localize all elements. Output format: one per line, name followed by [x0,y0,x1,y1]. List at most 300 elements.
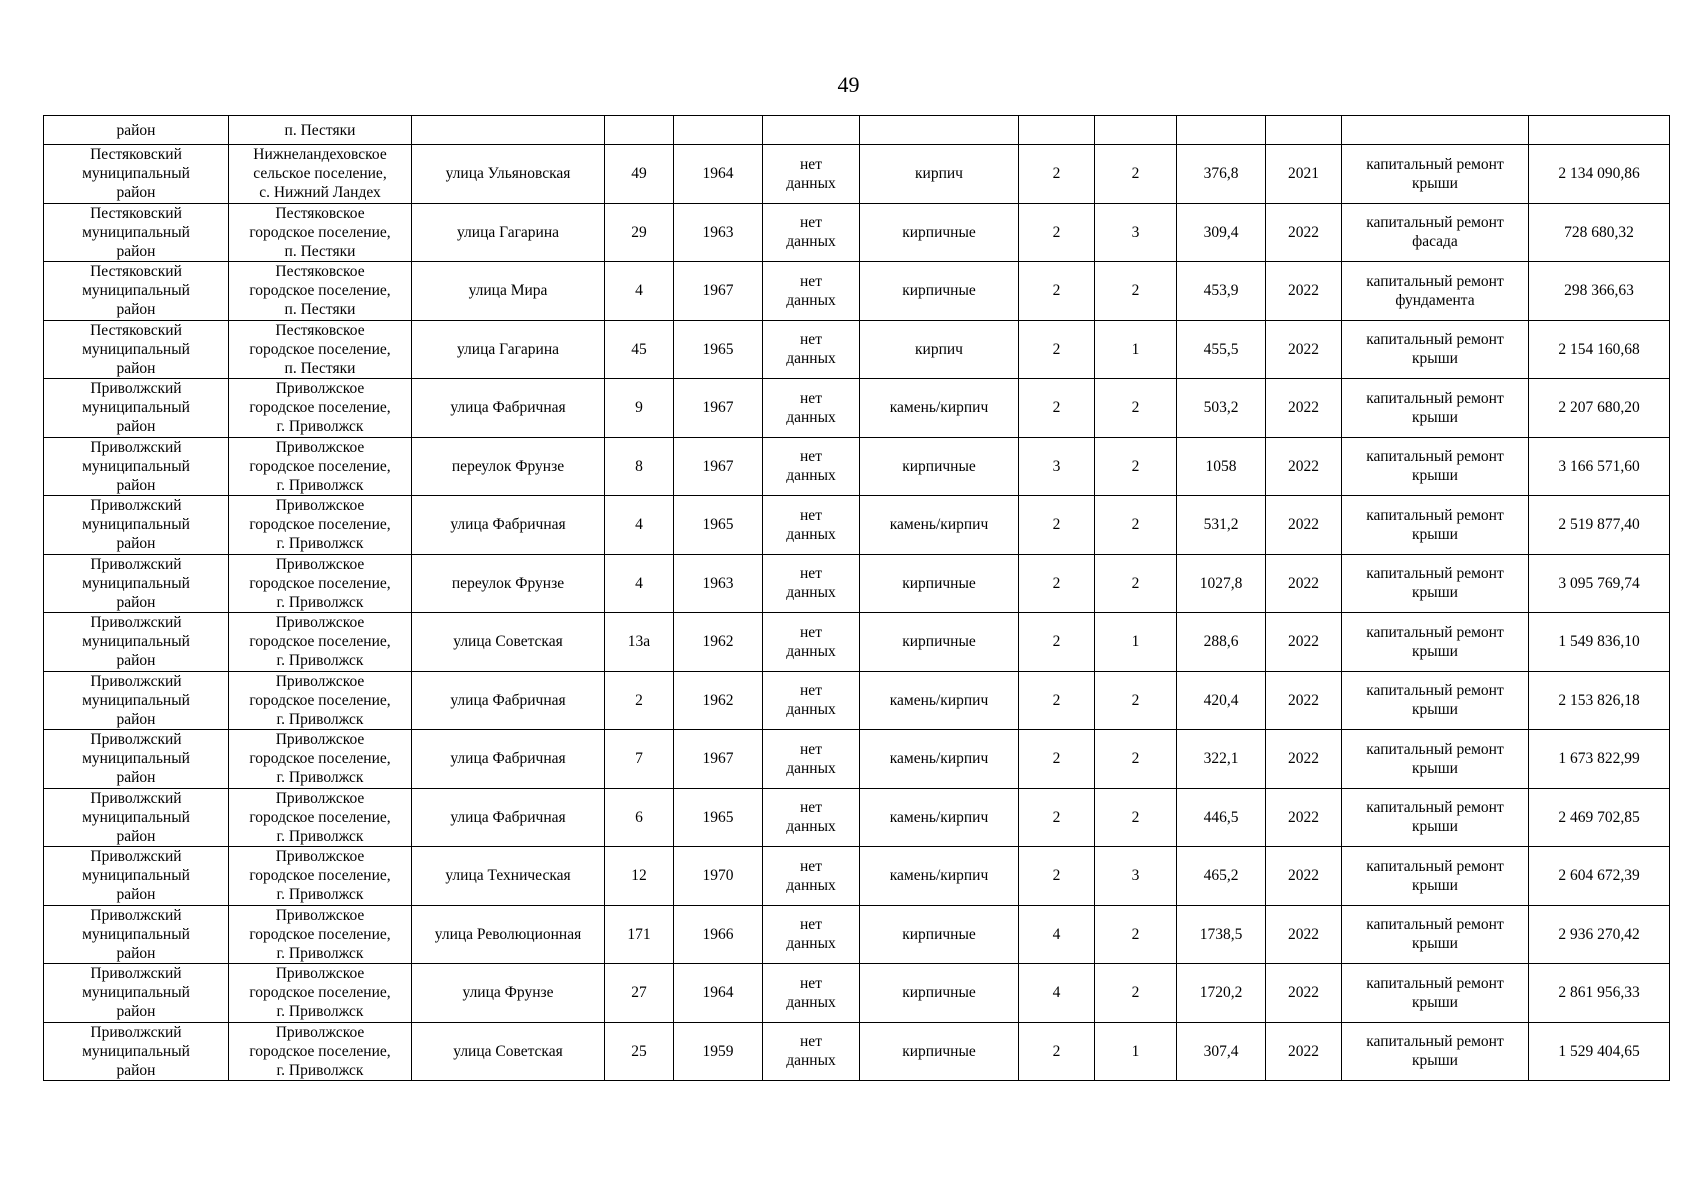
cell-floors [1019,730,1095,789]
cell-data-status [763,496,860,555]
cell-text: Приволжское городское поселение, г. Приволжск [249,906,391,962]
cell-house-number [605,320,674,379]
cell-text: нет данных [786,974,836,1011]
cell-text: улица Советская [453,1042,563,1060]
cell-text: камень/кирпич [889,516,989,534]
cell-area [1177,847,1266,906]
cell-area [1177,964,1266,1023]
cell-house-number [605,730,674,789]
cell-entrances [1095,379,1177,438]
cell-text: улица Мира [468,282,548,300]
cell-floors [1019,613,1095,672]
cell-area [1177,203,1266,262]
cell-house-number [605,379,674,438]
table-row [44,437,1670,496]
cell-text: 420,4 [1203,691,1239,709]
cell-street [412,379,605,438]
cell-text: Приволжское городское поселение, г. Приволжск [249,731,391,787]
cell-entrances [1095,788,1177,847]
cell-text: 2 [1131,808,1140,826]
cell-year-planned [1266,203,1342,262]
cell-text: 2 604 672,39 [1558,867,1640,885]
cell-year-built [674,964,763,1023]
page-number: 49 [837,72,860,97]
cell-street [412,905,605,964]
cell-district [44,203,229,262]
cell-year-built [674,203,763,262]
cell-text: Приволжский муниципальный район [82,614,190,670]
cell-cost [1529,788,1670,847]
cell-work-type [1342,671,1529,730]
cell-house-number [605,496,674,555]
cell-text: 1964 [702,165,734,183]
cell-area [1177,116,1266,145]
cell-text: 728 680,32 [1564,223,1634,241]
cell-text: 49 [631,165,647,183]
cell-cost [1529,730,1670,789]
cell-text: 3 [1131,867,1140,885]
cell-text: 1 673 822,99 [1558,750,1640,768]
cell-text: нет данных [786,565,836,602]
cell-text: Пестяковское городское поселение, п. Пестяки [249,204,391,260]
cell-text: 3 166 571,60 [1558,457,1640,475]
cell-year-built [674,145,763,204]
cell-text: Приволжское городское поселение, г. Приволжск [249,555,391,611]
cell-text: 2 134 090,86 [1558,165,1640,183]
table-row [44,730,1670,789]
cell-data-status [763,145,860,204]
cell-year-planned [1266,437,1342,496]
cell-district [44,116,229,145]
cell-district [44,847,229,906]
cell-year-planned [1266,379,1342,438]
cell-text: 2022 [1288,633,1319,651]
cell-settlement [229,730,412,789]
cell-text: улица Фабричная [450,691,566,709]
cell-settlement [229,496,412,555]
cell-settlement [229,437,412,496]
cell-floors [1019,379,1095,438]
cell-district [44,320,229,379]
cell-text: 2 [1052,867,1061,885]
table-row-continued [44,116,1670,145]
cell-text: капитальный ремонт крыши [1366,565,1504,602]
cell-entrances [1095,320,1177,379]
cell-entrances [1095,905,1177,964]
cell-house-number [605,116,674,145]
cell-text: 1965 [702,516,734,534]
cell-text: Приволжское городское поселение, г. Приволжск [249,848,391,904]
cell-year-built [674,613,763,672]
table-row [44,203,1670,262]
cell-text: Приволжское городское поселение, г. Приволжск [249,789,391,845]
cell-year-planned [1266,613,1342,672]
cell-cost [1529,847,1670,906]
cell-area [1177,788,1266,847]
cell-wall-material [860,788,1019,847]
cell-year-built [674,379,763,438]
cell-year-built [674,730,763,789]
cell-wall-material [860,730,1019,789]
cell-settlement [229,788,412,847]
cell-year-planned [1266,145,1342,204]
cell-data-status [763,1022,860,1081]
cell-text: капитальный ремонт крыши [1366,448,1504,485]
cell-text: нет данных [786,740,836,777]
cell-year-built [674,554,763,613]
cell-text: Приволжский муниципальный район [82,848,190,904]
cell-settlement [229,320,412,379]
cell-house-number [605,262,674,321]
cell-text: 12 [631,867,647,885]
cell-text: кирпичные [902,282,976,300]
cell-text: 2 [1131,399,1140,417]
cell-text: 27 [631,984,647,1002]
cell-district [44,788,229,847]
cell-cost [1529,671,1670,730]
cell-text: 1959 [702,1042,734,1060]
cell-text: 9 [635,399,643,417]
cell-text: 455,5 [1203,340,1239,358]
cell-text: 1965 [702,340,734,358]
cell-district [44,554,229,613]
cell-text: 1970 [702,867,734,885]
cell-text: 2 [1052,340,1061,358]
cell-wall-material [860,116,1019,145]
cell-cost [1529,379,1670,438]
cell-wall-material [860,496,1019,555]
cell-text: Приволжский муниципальный район [82,497,190,553]
cell-year-planned [1266,788,1342,847]
cell-year-built [674,788,763,847]
cell-data-status [763,671,860,730]
cell-cost [1529,964,1670,1023]
cell-work-type [1342,262,1529,321]
cell-cost [1529,496,1670,555]
cell-text: 453,9 [1203,282,1239,300]
table-row [44,964,1670,1023]
cell-text: 4 [1052,925,1061,943]
cell-text: 2021 [1288,165,1319,183]
cell-area [1177,145,1266,204]
cell-text: 2 153 826,18 [1558,691,1640,709]
cell-text: 4 [635,574,643,592]
table-row [44,1022,1670,1081]
cell-text: нет данных [786,389,836,426]
cell-text: 29 [631,223,647,241]
cell-text: Нижнеландеховское сельское поселение, с. Нижний Ландех [253,146,387,202]
cell-year-built [674,1022,763,1081]
cell-text: капитальный ремонт крыши [1366,682,1504,719]
cell-text: 2022 [1288,282,1319,300]
cell-data-status [763,203,860,262]
cell-work-type [1342,379,1529,438]
cell-text: 1963 [702,574,734,592]
cell-area [1177,1022,1266,1081]
cell-text: капитальный ремонт крыши [1366,799,1504,836]
cell-floors [1019,554,1095,613]
cell-text: нет данных [786,272,836,309]
cell-text: 4 [1052,984,1061,1002]
cell-text: 1738,5 [1199,925,1243,943]
cell-text: улица Фрунзе [462,984,554,1002]
cell-data-status [763,116,860,145]
cell-district [44,730,229,789]
cell-floors [1019,203,1095,262]
cell-street [412,964,605,1023]
cell-wall-material [860,613,1019,672]
cell-street [412,145,605,204]
cell-district [44,145,229,204]
cell-text: 1027,8 [1199,574,1243,592]
cell-text: Приволжский муниципальный район [82,1023,190,1079]
cell-text: улица Фабричная [450,516,566,534]
cell-settlement [229,613,412,672]
cell-text: 1962 [702,691,734,709]
cell-text: 1963 [702,223,734,241]
cell-text: 1964 [702,984,734,1002]
cell-text: 1967 [702,399,734,417]
cell-text: 2 [1131,750,1140,768]
cell-year-planned [1266,496,1342,555]
cell-text: Приволжское городское поселение, г. Приволжск [249,380,391,436]
cell-text: 309,4 [1203,223,1239,241]
cell-text: 3 [1131,223,1140,241]
table-row [44,262,1670,321]
cell-floors [1019,964,1095,1023]
cell-text: улица Гагарина [456,223,560,241]
cell-text: 2 936 270,42 [1558,925,1640,943]
cell-year-planned [1266,905,1342,964]
cell-data-status [763,847,860,906]
cell-area [1177,262,1266,321]
cell-text: 2022 [1288,399,1319,417]
cell-cost [1529,145,1670,204]
cell-text: 4 [635,282,643,300]
cell-wall-material [860,145,1019,204]
cell-street [412,788,605,847]
cell-year-planned [1266,1022,1342,1081]
cell-data-status [763,437,860,496]
cell-text: 2 861 956,33 [1558,984,1640,1002]
cell-text: капитальный ремонт крыши [1366,623,1504,660]
cell-text: капитальный ремонт крыши [1366,331,1504,368]
cell-floors [1019,496,1095,555]
cell-district [44,379,229,438]
cell-text: капитальный ремонт крыши [1366,1033,1504,1070]
cell-house-number [605,964,674,1023]
cell-text: 2022 [1288,340,1319,358]
cell-data-status [763,905,860,964]
cell-area [1177,379,1266,438]
cell-text: 322,1 [1203,750,1239,768]
cell-text: 2022 [1288,750,1319,768]
cell-text: 4 [635,516,643,534]
cell-work-type [1342,145,1529,204]
cell-text: Пестяковское городское поселение, п. Пестяки [249,321,391,377]
cell-area [1177,730,1266,789]
cell-text: капитальный ремонт крыши [1366,916,1504,953]
cell-year-built [674,262,763,321]
cell-entrances [1095,437,1177,496]
cell-text: 2 [1131,691,1140,709]
cell-text: 2 469 702,85 [1558,808,1640,826]
cell-floors [1019,145,1095,204]
cell-work-type [1342,320,1529,379]
cell-text: 171 [627,925,651,943]
cell-text: 2022 [1288,925,1319,943]
table-row [44,496,1670,555]
cell-text: нет данных [786,448,836,485]
cell-text: кирпичные [902,457,976,475]
cell-text: 2 [1052,282,1061,300]
cell-cost [1529,613,1670,672]
cell-district [44,496,229,555]
cell-text: п. Пестяки [284,121,356,139]
cell-text: кирпичные [902,633,976,651]
cell-text: капитальный ремонт крыши [1366,740,1504,777]
cell-year-built [674,671,763,730]
cell-street [412,847,605,906]
cell-work-type [1342,437,1529,496]
cell-district [44,437,229,496]
cell-text: 2022 [1288,223,1319,241]
cell-text: 2 [1131,574,1140,592]
cell-text: 1 [1131,340,1140,358]
cell-house-number [605,905,674,964]
table-body [44,116,1670,1081]
cell-floors [1019,320,1095,379]
cell-text: 2 [1052,516,1061,534]
cell-text: 2 [1052,165,1061,183]
cell-year-planned [1266,116,1342,145]
table-row [44,847,1670,906]
cell-entrances [1095,847,1177,906]
cell-work-type [1342,730,1529,789]
cell-text: камень/кирпич [889,691,989,709]
cell-text: 45 [631,340,647,358]
cell-year-planned [1266,964,1342,1023]
cell-text: 2022 [1288,574,1319,592]
cell-cost [1529,905,1670,964]
cell-work-type [1342,554,1529,613]
cell-data-status [763,613,860,672]
table-row [44,320,1670,379]
cell-text: улица Фабричная [450,750,566,768]
cell-area [1177,613,1266,672]
cell-text: Приволжское городское поселение, г. Приволжск [249,614,391,670]
cell-text: нет данных [786,214,836,251]
cell-text: 298 366,63 [1564,282,1634,300]
cell-text: 6 [635,808,643,826]
cell-text: 2 207 680,20 [1558,399,1640,417]
cell-text: 2022 [1288,457,1319,475]
cell-street [412,496,605,555]
cell-work-type [1342,964,1529,1023]
cell-text: улица Техническая [445,867,571,885]
cell-work-type [1342,613,1529,672]
cell-settlement [229,964,412,1023]
cell-text: 1967 [702,282,734,300]
cell-work-type [1342,847,1529,906]
cell-text: 2 [1052,1042,1061,1060]
cell-text: 2 [1131,984,1140,1002]
cell-text: 2 [1052,750,1061,768]
cell-floors [1019,847,1095,906]
cell-wall-material [860,320,1019,379]
cell-text: капитальный ремонт крыши [1366,389,1504,426]
cell-street [412,554,605,613]
cell-text: 2 [1052,223,1061,241]
cell-text: 1 529 404,65 [1558,1042,1640,1060]
cell-year-built [674,496,763,555]
cell-floors [1019,262,1095,321]
cell-text: 7 [635,750,643,768]
cell-text: 2022 [1288,1042,1319,1060]
cell-wall-material [860,379,1019,438]
cell-text: 2 [1131,457,1140,475]
cell-text: кирпичные [902,984,976,1002]
cell-text: 307,4 [1203,1042,1239,1060]
cell-text: 2022 [1288,691,1319,709]
cell-settlement [229,905,412,964]
cell-house-number [605,613,674,672]
cell-text: Приволжский муниципальный район [82,380,190,436]
cell-settlement [229,554,412,613]
cell-wall-material [860,905,1019,964]
cell-entrances [1095,262,1177,321]
cell-house-number [605,847,674,906]
cell-work-type [1342,1022,1529,1081]
cell-entrances [1095,1022,1177,1081]
cell-text: 2 [1052,399,1061,417]
cell-text: Приволжский муниципальный район [82,906,190,962]
cell-text: 2 [1131,165,1140,183]
cell-text: 2022 [1288,808,1319,826]
cell-cost [1529,1022,1670,1081]
cell-wall-material [860,964,1019,1023]
cell-area [1177,496,1266,555]
cell-text: улица Революционная [434,925,582,943]
cell-text: переулок Фрунзе [451,457,565,475]
cell-text: улица Фабричная [450,399,566,417]
cell-text: улица Гагарина [456,340,560,358]
cell-street [412,730,605,789]
cell-text: капитальный ремонт крыши [1366,506,1504,543]
cell-text: камень/кирпич [889,867,989,885]
cell-text: Приволжское городское поселение, г. Приволжск [249,438,391,494]
cell-text: 2022 [1288,516,1319,534]
cell-text: 376,8 [1203,165,1239,183]
cell-cost [1529,116,1670,145]
cell-data-status [763,788,860,847]
cell-cost [1529,262,1670,321]
cell-district [44,905,229,964]
cell-text: нет данных [786,623,836,660]
cell-text: 1967 [702,750,734,768]
cell-text: Приволжский муниципальный район [82,555,190,611]
cell-house-number [605,788,674,847]
cell-text: 1 [1131,633,1140,651]
cell-floors [1019,116,1095,145]
cell-text: Приволжское городское поселение, г. Приволжск [249,1023,391,1079]
cell-text: 465,2 [1203,867,1239,885]
cell-settlement [229,116,412,145]
cell-year-planned [1266,730,1342,789]
cell-wall-material [860,554,1019,613]
cell-year-planned [1266,262,1342,321]
cell-cost [1529,554,1670,613]
